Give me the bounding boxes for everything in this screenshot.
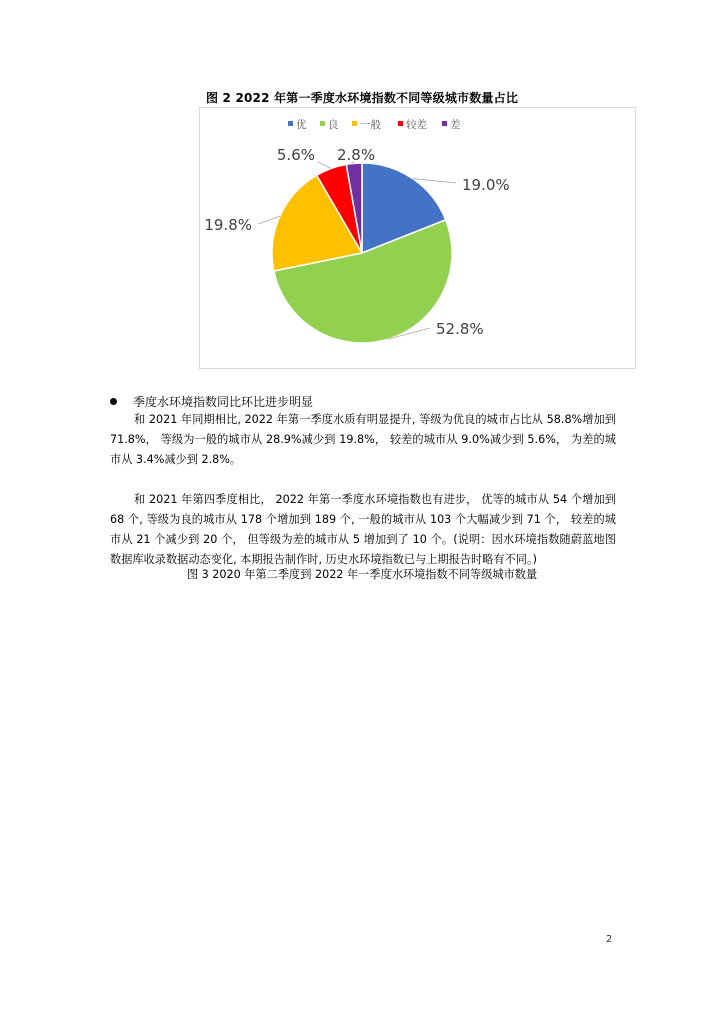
data-label-1: 19.0%	[462, 176, 510, 194]
legend-item-4	[398, 118, 427, 131]
chart-legend	[288, 118, 461, 131]
legend-swatch	[398, 121, 403, 126]
paragraph-2: 和 2021 年第四季度相比， 2022 年第一季度水环境指数也有进步， 优等的城市从 54 个增加到 68 个, 等级为良的城市从 178 个增加到 189 个, 一般的城市从 103 个大幅减少到 71 个， 较差的城市从 21 个减少到 20 个， 但等级为差的城市从 5 增加到了 10 个。(说明：因水环境指数随蔚蓝地图数据库收录数据动态变化, 本期报告制作时, 历史水环境指数已与上期报告时略有不同。)	[110, 493, 616, 566]
legend-label: 优	[296, 119, 307, 131]
legend-label: 一般	[360, 119, 381, 131]
section-heading-text: 季度水环境指数同比环比进步明显	[133, 395, 314, 409]
legend-swatch	[288, 121, 293, 126]
figure-2-title: 图 2 2022 年第一季度水环境指数不同等级城市数量占比	[205, 91, 519, 105]
page-number: 2	[606, 934, 613, 945]
pie-chart	[200, 108, 637, 370]
figure-3-caption: 图 3 2020 年第二季度到 2022 年一季度水环境指数不同等级城市数量	[186, 568, 538, 581]
legend-label: 差	[450, 119, 461, 131]
legend-swatch	[442, 121, 447, 126]
data-label-5: 2.8%	[337, 146, 376, 164]
pie-chart-frame	[199, 107, 636, 369]
pie-slices	[272, 163, 452, 343]
section-heading	[110, 393, 313, 410]
legend-item-1	[288, 118, 307, 131]
legend-item-5	[442, 118, 461, 131]
legend-label: 良	[328, 119, 339, 131]
data-label-4: 5.6%	[276, 146, 315, 164]
paragraph-1: 和 2021 年同期相比, 2022 年第一季度水质有明显提升, 等级为优良的城市占比从 58.8%增加到 71.8%， 等级为一般的城市从 28.9%减少到 19.8%， 较差的城市从 9.0%减少到 5.6%， 为差的城市从 3.4%减少到 2.8%。	[110, 413, 616, 466]
leader-line-4	[318, 162, 331, 169]
legend-swatch	[320, 121, 325, 126]
legend-item-2	[320, 118, 339, 131]
legend-item-3	[352, 119, 381, 131]
leader-line-1	[413, 179, 456, 183]
data-label-2: 52.8%	[436, 320, 484, 338]
legend-swatch	[352, 121, 357, 126]
bullet-icon	[110, 398, 117, 405]
data-label-3: 19.8%	[204, 216, 252, 234]
legend-label: 较差	[406, 119, 427, 131]
